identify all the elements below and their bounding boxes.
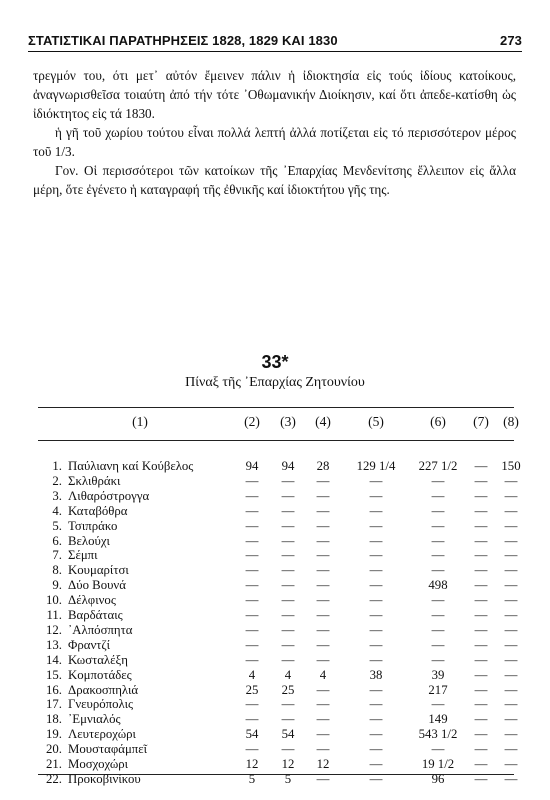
body-text [33,66,516,199]
col-6-value: — [431,742,445,757]
col-7-value: — [474,757,488,771]
table-row [0,667,550,683]
row-number: 5. [52,518,62,533]
col-3-value: — [281,473,295,488]
col-8-value: — [504,652,518,667]
col-8-value: — [504,637,518,652]
col-4-value: — [316,488,330,503]
row-number: 11. [46,608,62,622]
table-row [0,518,550,534]
col-4-value: — [316,697,330,712]
col-4-value: 28 [316,459,330,473]
col-8-value: — [504,503,518,518]
col-3-value: 5 [284,771,292,786]
row-number: 1. [52,459,62,473]
village-name: Φραντζί [68,637,111,652]
col-3-value: 94 [281,459,295,473]
col-2-value: 12 [245,757,259,771]
col-7-value: — [474,771,488,786]
col-8-value: — [504,578,518,593]
col-7-value: — [474,459,488,473]
col-2-value: — [245,697,259,712]
col-8-value: — [504,548,518,563]
col-3-value: — [281,712,295,727]
column-header: (2) [244,414,260,429]
village-name: Προκοβινίκου [68,771,141,786]
col-4-value: 4 [319,667,327,682]
column-header: (4) [315,414,331,429]
col-5-value: — [369,533,383,548]
col-5-value: — [369,548,383,563]
village-name: ᾽Εμνιαλός [68,712,121,727]
column-header: (3) [280,414,296,429]
village-name: Βαρδάταις [68,608,123,622]
village-name: Καταβόθρα [68,503,128,518]
paragraph: τρεγμόν του, ότι μετ᾽ αὐτόν ἔμεινεν πάλιν ἡ ἰδιοκτησία εἰς τούς ἰδίους κατοίκους, ἀναγνωρισθεῖσα τοιαύτη ἀπό τήν τότε ᾽Οθωμανικήν Διοίκησιν, καί ὅτι ἀπεδε-κατίσθη ὡς ἰδιόκτητος εἰς τά 1830. [33,68,516,121]
col-2-value: — [245,742,259,757]
village-name: Λευτεροχώρι [68,727,136,742]
table-row [0,458,550,474]
col-3-value: — [281,697,295,712]
table-row [0,562,550,578]
col-7-value: — [474,533,488,548]
col-8-value: — [504,727,518,742]
col-4-value: — [316,533,330,548]
table-row [0,711,550,727]
row-number: 13. [46,637,62,652]
col-5-value: — [369,771,383,786]
table-row [0,622,550,638]
col-2-value: — [245,593,259,608]
col-6-value: 217 [428,682,448,697]
col-6-value: 19 1/2 [421,757,455,771]
col-2-value: 5 [248,771,256,786]
col-2-value: — [245,712,259,727]
village-name: Δύο Βουνά [68,578,126,593]
col-2-value: — [245,548,259,563]
row-number: 16. [46,682,62,697]
col-7-value: — [474,503,488,518]
row-number: 7. [52,548,62,563]
col-7-value: — [474,473,488,488]
col-7-value: — [474,637,488,652]
table-row [0,637,550,653]
col-6-value: — [431,518,445,533]
row-number: 14. [46,652,62,667]
col-6-value: 96 [431,771,445,786]
col-3-value: 12 [281,757,295,771]
col-6-value: — [431,652,445,667]
village-name: Μουσταφάμπεῖ [68,742,148,757]
col-5-value: — [369,563,383,578]
col-7-value: — [474,697,488,712]
col-6-value: 149 [428,712,448,727]
row-number: 19. [46,727,62,742]
col-5-value: — [369,712,383,727]
col-4-value: — [316,578,330,593]
col-6-value: — [431,488,445,503]
col-4-value: — [316,503,330,518]
col-7-value: — [474,622,488,637]
col-3-value: 54 [281,727,295,742]
col-8-value: 150 [501,459,521,473]
table-row [0,771,550,787]
col-6-value: — [431,473,445,488]
col-6-value: — [431,637,445,652]
table-row [0,756,550,772]
row-number: 10. [46,593,62,608]
table-title: Πίναξ τῆς ᾽Επαρχίας Ζητουνίου [185,375,365,390]
row-number: 18. [46,712,62,727]
col-5-value: — [369,593,383,608]
village-name: Δέλφινος [68,593,116,608]
paragraph: Γον. Οἱ περισσότεροι τῶν κατοίκων τῆς ᾽Επαρχίας Μενδενίτσης ἔλλειπον εἰς ἄλλα μέρη, ὅτε ἐγένετο ἡ καταγραφή τῆς ἐθνικῆς καί ἰδιοκτήτου γῆς της. [33,163,516,197]
col-2-value: — [245,652,259,667]
village-name: Κουμαρίτσι [68,563,129,578]
column-header: (8) [503,414,519,429]
village-name: Γνευρόπολις [68,697,134,712]
col-3-value: — [281,518,295,533]
table-header-rule [38,440,514,441]
col-8-value: — [504,667,518,682]
village-name: Λιθαρόστρογγα [68,488,150,503]
table-row [0,726,550,742]
col-3-value: — [281,563,295,578]
col-5-value: — [369,682,383,697]
col-3-value: — [281,593,295,608]
village-name: Μοσχοχώρι [68,757,129,771]
col-3-value: — [281,608,295,622]
col-2-value: 94 [245,459,259,473]
col-8-value: — [504,712,518,727]
col-7-value: — [474,563,488,578]
column-header: (7) [473,414,489,429]
table-row [0,592,550,608]
column-header: (6) [430,414,446,429]
village-name: Τσιπράκο [68,518,118,533]
col-5-value: — [369,518,383,533]
col-5-value: — [369,697,383,712]
table-row [0,741,550,757]
village-name: Κωσταλέξη [68,652,128,667]
col-4-value: — [316,727,330,742]
col-5-value: — [369,488,383,503]
col-3-value: — [281,742,295,757]
col-4-value: — [316,608,330,622]
col-6-value: — [431,533,445,548]
table-row [0,682,550,698]
col-2-value: — [245,637,259,652]
village-name: Βελούχι [68,533,110,548]
col-6-value: 543 1/2 [418,727,458,742]
column-header: (1) [132,414,148,429]
col-5-value: — [369,637,383,652]
col-8-value: — [504,682,518,697]
col-8-value: — [504,593,518,608]
col-8-value: — [504,608,518,622]
row-number: 3. [52,488,62,503]
row-number: 6. [52,533,62,548]
row-number: 17. [46,697,62,712]
col-2-value: — [245,578,259,593]
col-5-value: — [369,503,383,518]
col-2-value: — [245,533,259,548]
col-7-value: — [474,593,488,608]
col-6-value: — [431,503,445,518]
col-8-value: — [504,473,518,488]
col-3-value: — [281,637,295,652]
table-row [0,547,550,563]
village-name: Δρακοσπηλιά [68,682,139,697]
col-3-value: 25 [281,682,295,697]
header-divider [28,51,522,52]
table-row [0,473,550,489]
col-6-value: 39 [431,667,445,682]
col-2-value: 25 [245,682,259,697]
col-3-value: — [281,578,295,593]
row-number: 9. [52,578,62,593]
col-5-value: — [369,578,383,593]
col-4-value: — [316,771,330,786]
village-name: Σκλιθράκι [68,473,121,488]
col-7-value: — [474,548,488,563]
table-row [0,533,550,549]
col-8-value: — [504,622,518,637]
row-number: 15. [46,667,62,682]
col-4-value: — [316,652,330,667]
village-name: Σέμπι [68,548,98,563]
col-7-value: — [474,608,488,622]
col-6-value: — [431,548,445,563]
col-5-value: — [369,652,383,667]
col-5-value: — [369,742,383,757]
col-3-value: — [281,488,295,503]
col-6-value: — [431,622,445,637]
col-4-value: — [316,473,330,488]
col-4-value: — [316,563,330,578]
table-row [0,488,550,504]
col-5-value: 38 [369,667,383,682]
col-7-value: — [474,712,488,727]
page-number: 273 [500,33,522,48]
col-3-value: — [281,533,295,548]
table-row [0,652,550,668]
col-2-value: — [245,473,259,488]
row-number: 4. [52,503,62,518]
col-2-value: 4 [248,667,256,682]
col-4-value: — [316,742,330,757]
row-number: 8. [52,563,62,578]
col-7-value: — [474,667,488,682]
col-3-value: — [281,503,295,518]
col-5-value: — [369,473,383,488]
col-7-value: — [474,727,488,742]
col-7-value: — [474,682,488,697]
col-8-value: — [504,757,518,771]
col-5-value: 129 1/4 [356,459,396,473]
col-7-value: — [474,652,488,667]
column-header: (5) [368,414,384,429]
col-5-value: — [369,757,383,771]
village-name: Παύλιανη καί Κούβελος [68,459,194,473]
col-6-value: — [431,563,445,578]
col-3-value: — [281,548,295,563]
col-3-value: 4 [284,667,292,682]
col-7-value: — [474,742,488,757]
col-2-value: — [245,503,259,518]
village-name: Κομποτάδες [68,667,132,682]
col-5-value: — [369,727,383,742]
col-7-value: — [474,488,488,503]
col-7-value: — [474,518,488,533]
col-6-value: — [431,593,445,608]
row-number: 20. [46,742,62,757]
col-6-value: — [431,608,445,622]
table-row [0,503,550,519]
col-3-value: — [281,622,295,637]
col-2-value: — [245,518,259,533]
col-8-value: — [504,518,518,533]
col-7-value: — [474,578,488,593]
col-4-value: — [316,712,330,727]
col-8-value: — [504,533,518,548]
table-row [0,607,550,623]
col-4-value: — [316,637,330,652]
col-4-value: — [316,518,330,533]
col-8-value: — [504,563,518,578]
running-header [28,26,522,48]
col-5-value: — [369,622,383,637]
row-number: 12. [46,622,62,637]
running-title: ΣΤΑΤΙΣΤΙΚΑΙ ΠΑΡΑΤΗΡΗΣΕΙΣ 1828, 1829 ΚΑΙ 1830 [28,33,338,48]
col-6-value: 227 1/2 [418,459,458,473]
paragraph: ἡ γῆ τοῦ χωρίου τούτου εἶναι πολλά λεπτή ἀλλά ποτίζεται εἰς τό περισσότερον μέρος τοῦ 1/3. [33,125,516,159]
col-2-value: — [245,563,259,578]
col-3-value: — [281,652,295,667]
row-number: 22. [46,771,62,786]
col-2-value: — [245,608,259,622]
row-number: 21. [46,757,62,771]
table-number: 33* [261,352,289,372]
col-4-value: — [316,548,330,563]
col-2-value: 54 [245,727,259,742]
row-number: 2. [52,473,62,488]
col-6-value: — [431,697,445,712]
col-2-value: — [245,488,259,503]
col-4-value: — [316,622,330,637]
col-4-value: 12 [316,757,330,771]
col-8-value: — [504,488,518,503]
col-5-value: — [369,608,383,622]
col-8-value: — [504,771,518,786]
table-top-rule [38,407,514,408]
col-2-value: — [245,622,259,637]
table-row [0,577,550,593]
village-name: ᾽Αλπόσπητα [68,622,133,637]
col-6-value: 498 [428,578,448,593]
col-4-value: — [316,593,330,608]
col-4-value: — [316,682,330,697]
col-8-value: — [504,697,518,712]
col-8-value: — [504,742,518,757]
table-row [0,696,550,712]
